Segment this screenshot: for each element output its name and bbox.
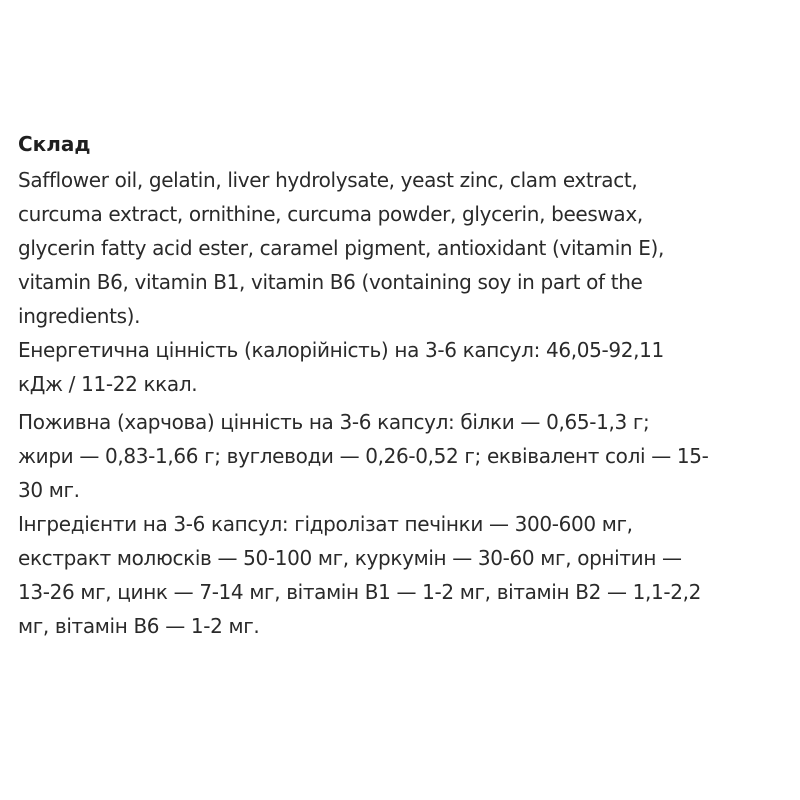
ingredients-text: Інгредієнти на 3-6 капсул: гідролізат печінки — 300-600 мг, екстракт молюсків — 50-100 мг, куркумін — 30-60 мг, орнітин — 13-26 мг, цинк — 7-14 мг, вітамін B1 — 1-2 мг, вітамін B2 — 1,1-2,2 мг, вітамін B6 — 1-2 мг.	[18, 512, 702, 638]
nutrition-value-text: Поживна (харчова) цінність на 3-6 капсул: білки — 0,65-1,3 г; жири — 0,83-1,66 г; вуглеводи — 0,26-0,52 г; еквівалент солі — 15- 30 мг.	[18, 410, 709, 502]
energy-value-text: Енергетична цінність (калорійність) на 3-6 капсул: 46,05-92,11 кДж / 11-22 ккал.	[18, 338, 664, 396]
product-description	[18, 126, 796, 643]
composition-text: Safflower oil, gelatin, liver hydrolysate, yeast zinc, clam extract, curcuma extract, ornithine, curcuma powder, glycerin, beeswax, glycerin fatty acid ester, caramel pigment, antioxidant (vitamin E), vitamin B6, vitamin B1, vitamin B6 (vontaining soy in part of the ingredients).	[18, 168, 664, 328]
section-heading: Склад	[18, 132, 91, 156]
